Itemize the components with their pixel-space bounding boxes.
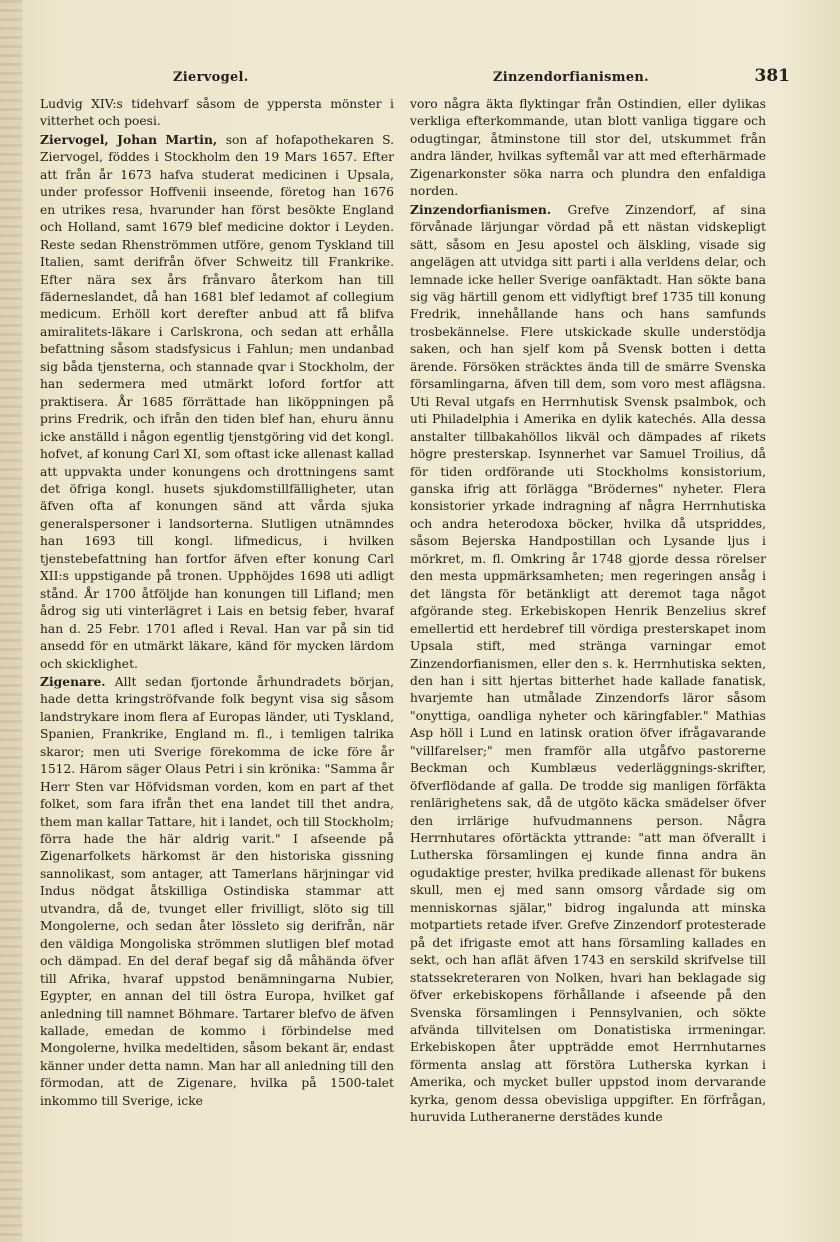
right-running-head: Zinzendorfianismen. (493, 70, 649, 85)
right-column (410, 96, 766, 1206)
binding-gutter (0, 0, 22, 1242)
page-number: 381 (754, 66, 790, 86)
entry-ziervogel (40, 131, 394, 673)
running-header (40, 66, 800, 90)
paragraph-text: Ludvig XIV:s tidehvarf såsom de yppersta mönster i vitterhet och poesi. (40, 97, 394, 129)
paragraph (40, 96, 394, 131)
left-column (40, 96, 394, 1206)
entry-text: Allt sedan fjortonde århundradets början, hade detta kringströfvande folk begynt visa sig såsom landstrykare inom flera af Europas länder, uti Tyskland, Spanien, Frankrike, England m. fl., i temligen talrika skaror; men uti Sverige förekomma de icke före år 1512. Härom säger Olaus Petri i sin krönika: "Samma år Herr Sten var Höfvidsman vorden, kom en part af thet folket, som fara ifrån thet ena landet till thet andra, them man kallar Tattare, hit i landet, och till Stockholm; förra hade the här aldrig varit." I afseende på Zigenarfolkets härkomst är den historiska gissning sannolikast, som antager, att Tamerlans härjningar vid Indus nödgat åtskilliga Ostindiska stammar att utvandra, då de, tvunget eller frivilligt, slöto sig till Mongolerne, och sedan åter lössleto sig derifrån, när den väldiga Mongoliska strömmen slutligen blef motad och dämpad. En del deraf begaf sig då måhända öfver till Afrika, hvaraf uppstod benämningarna Nubier, Egypter, en annan del till östra Europa, hvilket gaf anledning till namnet Böhmare. Tartarer blefvo de äfven kallade, emedan de kommo i förbindelse med Mongolerne, hvilka medeltiden, såsom bekant är, endast känner under detta namn. Man har all anledning till den förmodan, att de Zigenare, hvilka på 1500-talet inkommo till Sverige, icke (40, 674, 394, 1108)
entry-text: Grefve Zinzendorf, af sina förvånade lärjungar vördad på ett nästan vidskepligt sätt, såsom en Jesu apostel och älskling, visade sig angelägen att utvidga sitt parti i alla verldens delar, och lemnade icke heller Sverige oanfäktadt. Han sökte bana sig väg härtill genom ett vidlyftigt bref 1735 till konung Fredrik, innehållande hans och hans samfunds trosbekännelse. Flere utskickade skulle understödja saken, och han sjelf kom på Svensk botten i detta ärende. Försöken sträcktes ända till de smärre Svenska församlingarna, äfven till dem, som voro mest aflägsna. Uti Reval utgafs en Herrnhutisk Svensk psalmbok, och uti Philadelphia i Amerika en dylik katechés. Alla dessa anstalter tillbakahöllos likväl och dämpades af rikets högre presterskap. Isynnerhet var Samuel Troilius, då för tiden ordförande uti Stockholms konsistorium, ganska ifrig att förlägga "Brödernes" nyheter. Flera konsistorier yrkade indragning af några Herrnhutiska och andra heterodoxa böcker, hvilka då utspriddes, såsom Bejerska Handpostillan och Lysande ljus i mörkret, m. fl. Omkring år 1748 gjorde dessa rörelser den mesta uppmärksamheten; men regeringen ansåg i det längsta för betänkligt att deremot taga något afgörande steg. Erkebiskopen Henrik Benzelius skref emellertid ett herdebref till vördiga presterskapet inom Upsala stift, med stränga varningar emot Zinzendorfianismen, eller den s. k. Herrnhutiska sekten, den han i sitt hjertas bitterhet hade kallade fanatisk, hvarjemte han utmålade Zinzendorfs läror såsom "onyttiga, oandliga nyheter och käringfabler." Mathias Asp höll i Lund en latinsk oration öfver ifrågavarande "villfarelser;" men framför alla utgåfvo pastorerne Beckman och Kumblæus vederläggnings-skrifter, öfverflödande af galla. De trodde sig manligen förfäkta renlärighetens sak, då de utgöto käcka smädelser öfver den irrlärige hufvudmannens person. Några Herrnhutares oförtäckta yttrande: "att man öfverallt i Lutherska församlingen ej kunde finna andra än ogudaktige prester, hvilka predikade allenast för bukens skull, men ej med sann omsorg vårdade sig om menniskornas själar," bidrog ingalunda att minska motpartiets retade ifver. Grefve Zinzendorf protesterade på det ifrigaste emot att hans församling kallades en sekt, och han aflät äfven 1743 en serskild skrifvelse till statssekreteraren von Nolken, hvari han beklagade sig öfver erkebiskopens förhållande i afseende på den Svenska församlingen i Pennsylvanien, och sökte afvända tillvitelsen om Donatistiska irrmeningar. Erkebiskopen åter uppträdde emot Herrnhutarnes förmenta anslag att förstöra Lutherska kyrkan i Amerika, och mycket buller uppstod inom dervarande kyrka, genom dessa obevisliga uppgifter. En förfrågan, huruvida Lutheranerne derstädes kunde (410, 202, 766, 1125)
entry-text: son af hofapothekaren S. Ziervogel, föddes i Stockholm den 19 Mars 1657. Efter att från år 1673 hafva studerat medicinen i Upsala, under professor Hoffvenii inseende, företog han 1676 en utrikes resa, hvarunder han först besökte England och Holland, samt 1679 blef medicine doktor i Leyden. Reste sedan Rhenströmmen utföre, genom Tyskland till Italien, samt derifrån öfver Schweitz till Frankrike. Efter nära sex års frånvaro återkom han till fäderneslandet, då han 1681 blef ledamot af collegium medicum. Erhöll kort derefter anbud att få blifva amiralitets-läkare i Carlskrona, och sedan att erhålla befattning såsom stadsfysicus i Fahlun; men undanbad sig båda tjensterna, och stannade qvar i Stockholm, der han sedermera med utmärkt loford fortfor att praktisera. År 1685 förrättade han liköppningen på prins Fredrik, och ifrån den tiden blef han, ehuru ännu icke anställd i någon egentlig tjenstgöring vid det kongl. hofvet, af konung Carl XI, som oftast icke allenast kallad att uppvakta under konungens och drottningens samt det öfriga kongl. husets sjukdomstillfälligheter, utan äfven ofta af konungen sänd att vårda sjuka generalspersoner i landsorterna. Slutligen utnämndes han 1693 till kongl. lifmedicus, i hvilken tjenstebefattning han fortfor äfven efter konung Carl XII:s uppstigande på tronen. Upphöjdes 1698 uti adligt stånd. År 1700 åtföljde han konungen till Lifland; men ådrog sig uti vinterlägret i Lais en betsig feber, hvaraf han d. 25 Febr. 1701 afled i Reval. Han var på sin tid ansedd för en utmärkt läkare, känd för mycken lärdom och skicklighet. (40, 132, 394, 671)
entry-headword: Ziervogel, Johan Martin, (40, 131, 226, 147)
left-running-head: Ziervogel. (173, 70, 249, 85)
paragraph-text: voro några äkta flyktingar från Ostindien, eller dylikas verkliga efterkommande, utan blott vanliga tiggare och odugtingar, åtminstone till stor del, utskummet från andra länder, hvilkas syftemål var att med efterhärmade Zigenarkonster söka narra och plundra den enfaldiga norden. (410, 97, 766, 199)
entry-zinzendorfianismen (410, 201, 766, 1127)
paragraph (410, 96, 766, 201)
entry-headword: Zigenare. (40, 673, 115, 689)
entry-headword: Zinzendorfianismen. (410, 201, 568, 217)
entry-zigenare (40, 673, 394, 1110)
